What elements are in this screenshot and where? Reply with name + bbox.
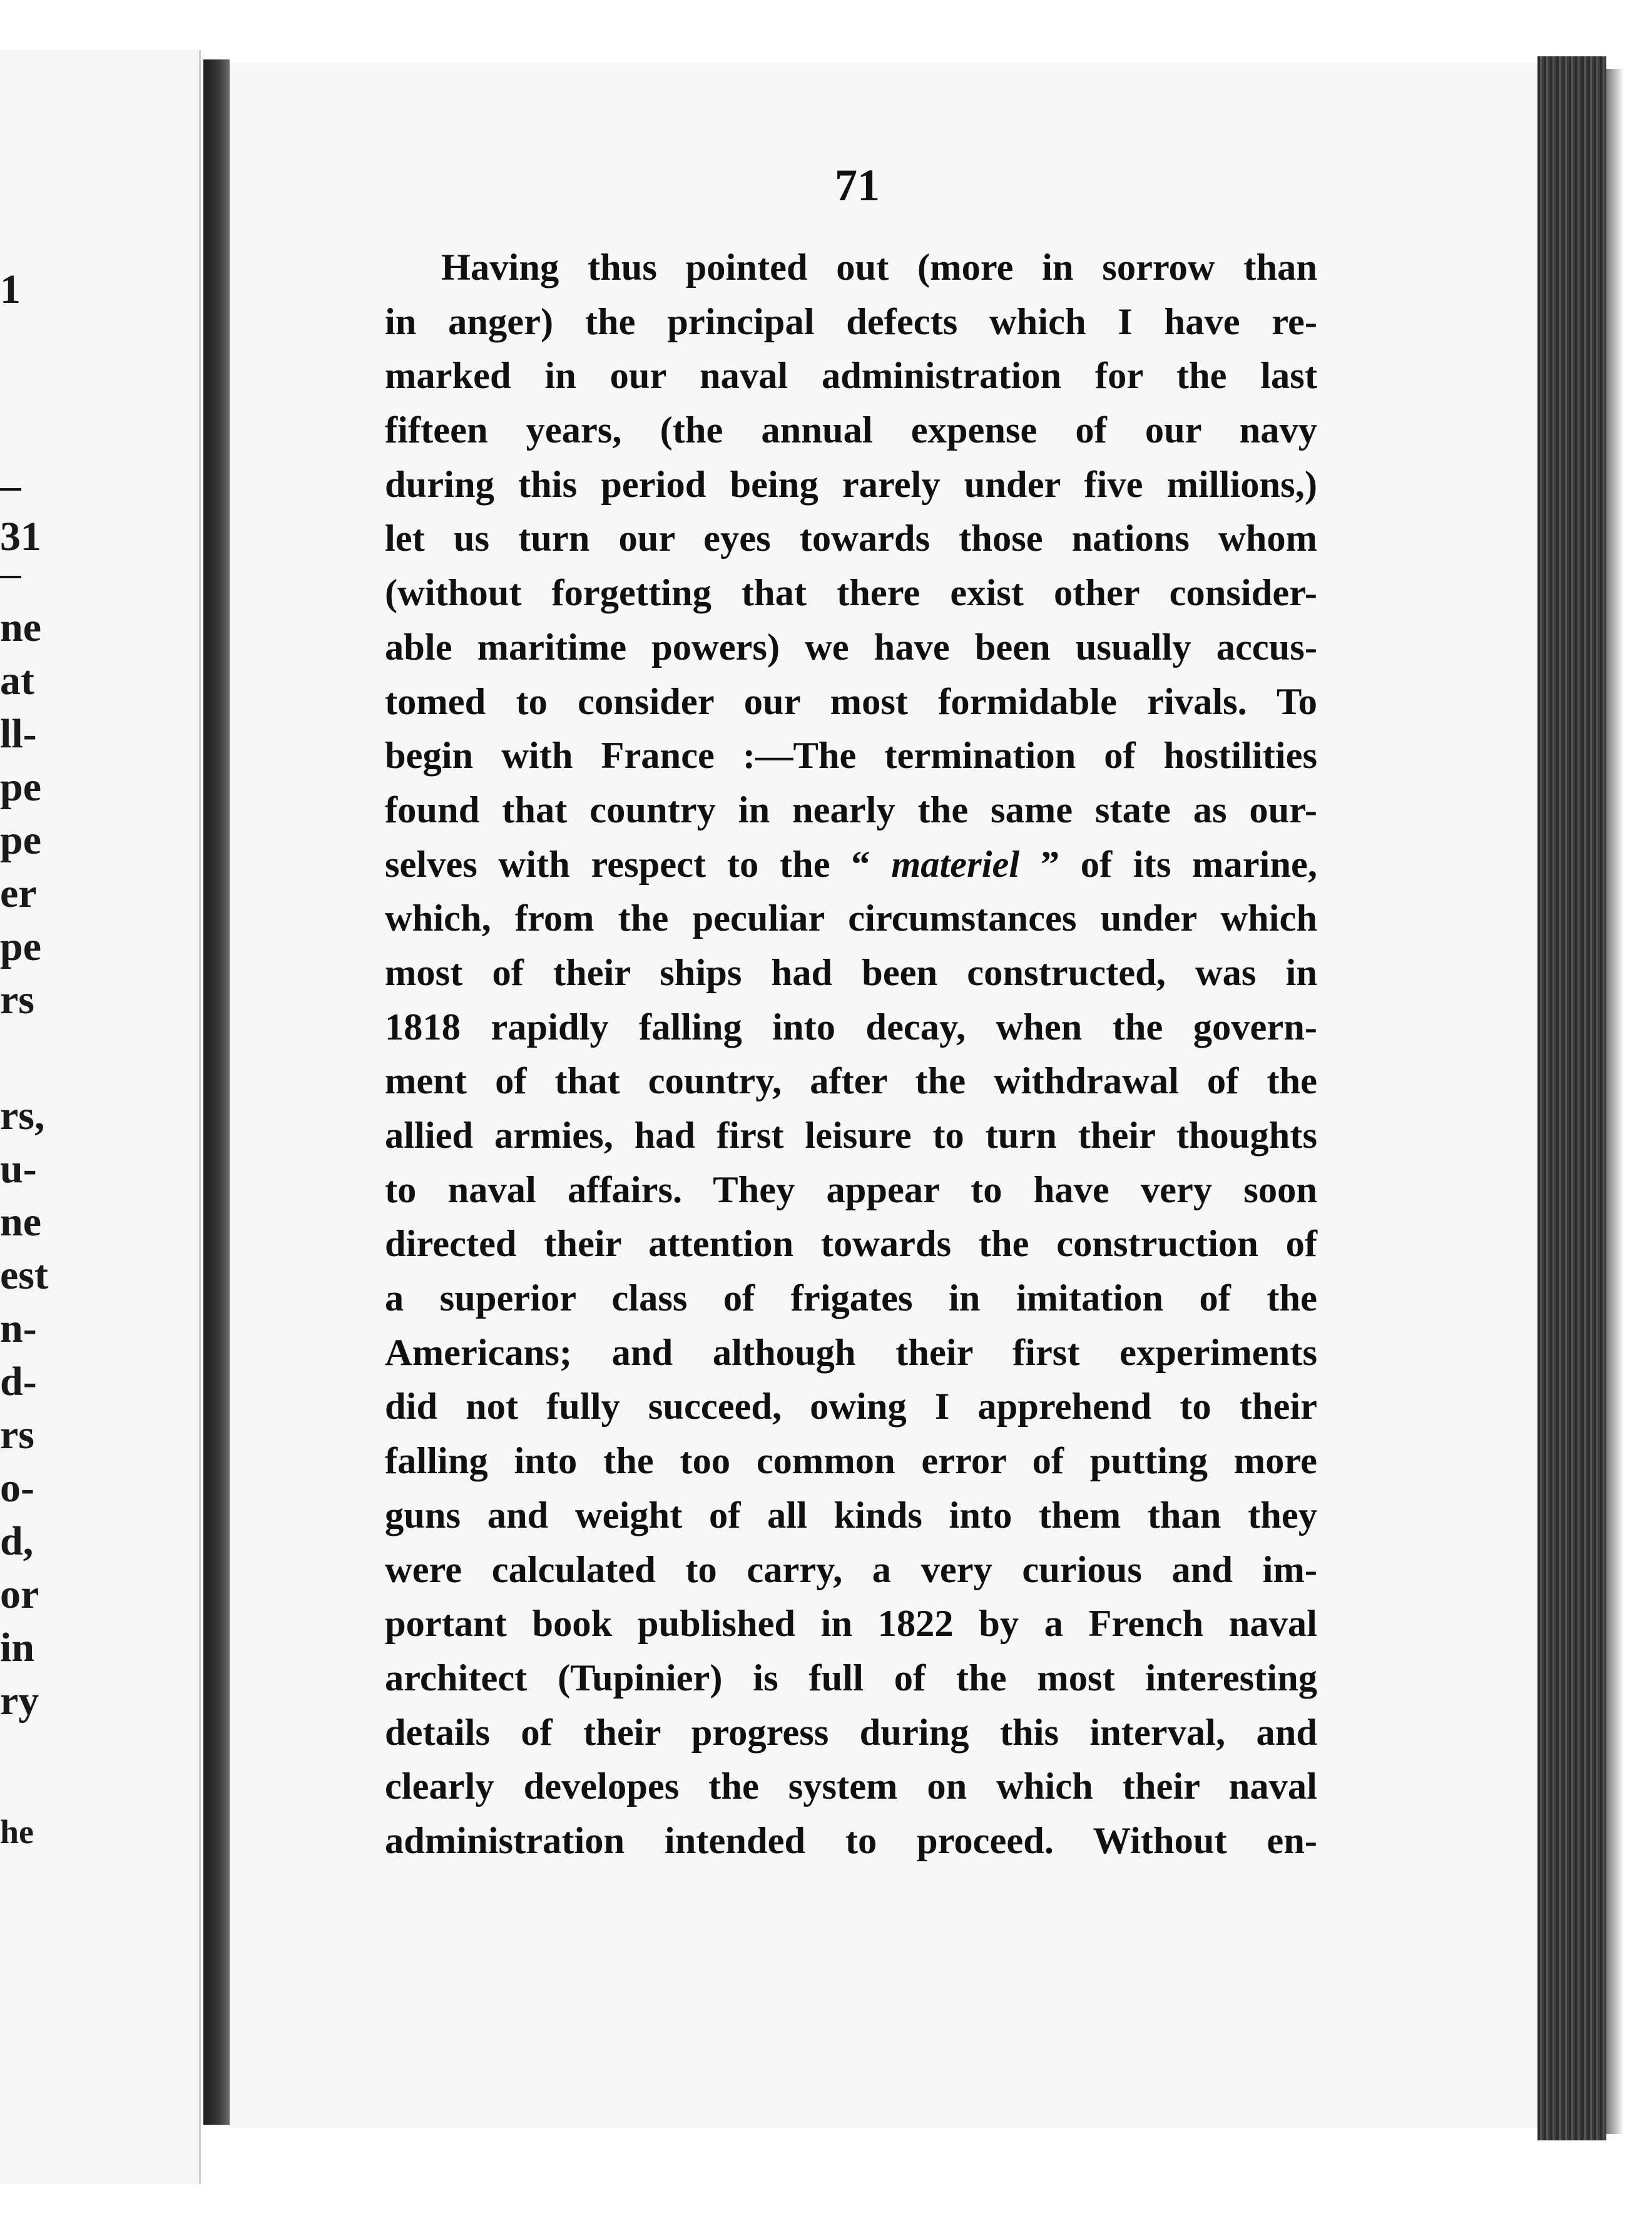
- text-line: selves with respect to the “ materiel ” of its marine,: [385, 843, 1317, 886]
- text-line: Having thus pointed out (more in sorrow than: [441, 247, 1317, 289]
- left-page-fragment: rs: [0, 977, 34, 1023]
- left-page-fragment: er: [0, 871, 37, 916]
- left-page-fragment: pe: [0, 817, 41, 863]
- left-page-fragment: u-: [0, 1146, 37, 1192]
- text-line: a superior class of frigates in imitation of the: [385, 1277, 1317, 1320]
- page-number: 71: [835, 160, 880, 210]
- text-line: fifteen years, (the annual expense of our navy: [385, 409, 1317, 452]
- left-page-fragment: at: [0, 658, 34, 703]
- left-page-fragment: o-: [0, 1465, 34, 1511]
- left-page-fragment: pe: [0, 924, 41, 969]
- text-line: clearly developes the system on which their naval: [385, 1766, 1317, 1808]
- text-line: Americans; and although their first experiments: [385, 1331, 1317, 1374]
- left-page-rule: [0, 576, 21, 578]
- left-page-fragment: ne: [0, 605, 41, 650]
- text-line: able maritime powers) we have been usually accus-: [385, 626, 1317, 668]
- left-page-fragment: rs,: [0, 1093, 45, 1138]
- left-page-fragment: n-: [0, 1306, 37, 1351]
- left-page-fragment: in: [0, 1625, 35, 1670]
- italic-term: materiel: [891, 843, 1020, 886]
- text-line: were calculated to carry, a very curious and im-: [385, 1548, 1317, 1591]
- left-page-fragment: d-: [0, 1359, 37, 1404]
- text-line: begin with France :—The termination of hostilities: [385, 735, 1317, 777]
- left-page-fragment: rs: [0, 1412, 34, 1458]
- left-page-rule: [0, 488, 21, 491]
- page-body-text: [385, 241, 1317, 1869]
- text-line: tomed to consider our most formidable rivals. To: [385, 680, 1317, 723]
- page-stack-edge: [1537, 56, 1606, 2140]
- text-line: to naval affairs. They appear to have very soon: [385, 1168, 1317, 1211]
- facing-page-left: [0, 50, 201, 2184]
- left-page-fragment: or: [0, 1571, 39, 1617]
- left-page-fragment: d,: [0, 1518, 34, 1564]
- book-binding-gutter: [203, 59, 230, 2125]
- text-line: portant book published in 1822 by a French naval: [385, 1603, 1317, 1645]
- left-page-fragment: he: [0, 1813, 34, 1851]
- text-line: let us turn our eyes towards those nations whom: [385, 518, 1317, 560]
- left-page-fragment: ry: [0, 1678, 39, 1724]
- text-line: did not fully succeed, owing I apprehend to their: [385, 1386, 1317, 1428]
- text-line: details of their progress during this interval, and: [385, 1711, 1317, 1754]
- text-line: architect (Tupinier) is full of the most interesting: [385, 1657, 1317, 1699]
- text-line: directed their attention towards the construction of: [385, 1223, 1317, 1265]
- text-line: (without forgetting that there exist other consider-: [385, 572, 1317, 615]
- text-line: allied armies, had first leisure to turn their thoughts: [385, 1115, 1317, 1157]
- text-line: most of their ships had been constructed, was in: [385, 951, 1317, 994]
- left-page-fragment: ll-: [0, 711, 37, 757]
- text-line: guns and weight of all kinds into them than they: [385, 1494, 1317, 1536]
- left-page-fragment: 1: [0, 267, 21, 312]
- text-line: in anger) the principal defects which I have re-: [385, 300, 1317, 343]
- text-line: found that country in nearly the same state as our-: [385, 789, 1317, 831]
- text-line: administration intended to proceed. Without en-: [385, 1819, 1317, 1862]
- text-line: marked in our naval administration for the last: [385, 355, 1317, 397]
- left-page-fragment: 31: [0, 514, 41, 560]
- text-line: during this period being rarely under five millions,): [385, 463, 1317, 506]
- text-line: ment of that country, after the withdrawal of the: [385, 1060, 1317, 1103]
- left-page-fragment: pe: [0, 764, 41, 810]
- left-page-fragment: ne: [0, 1199, 41, 1245]
- text-line: falling into the too common error of putting more: [385, 1440, 1317, 1483]
- text-line: which, from the peculiar circumstances under which: [385, 897, 1317, 940]
- left-page-fragment: est: [0, 1252, 48, 1298]
- text-line: 1818 rapidly falling into decay, when the govern-: [385, 1006, 1317, 1048]
- page-edge-shadow: [1606, 69, 1624, 2134]
